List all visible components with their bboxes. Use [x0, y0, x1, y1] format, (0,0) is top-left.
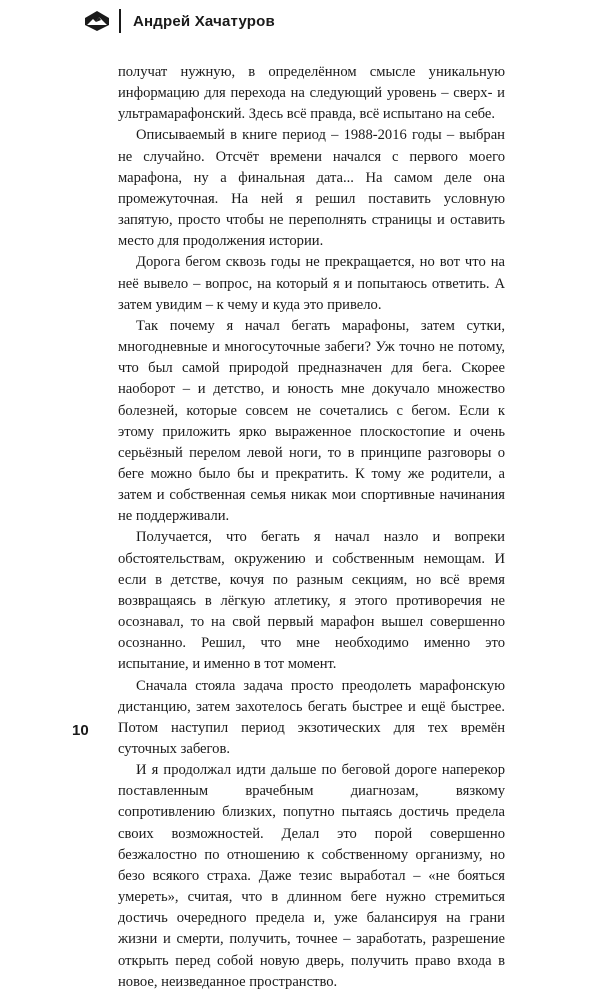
- page-number: 10: [72, 722, 89, 739]
- header-divider: [119, 9, 121, 33]
- paragraph: И я продолжал идти дальше по беговой дороге наперекор поставленным врачебным диагнозам, вязкому сопротивлению близких, попутно пытаясь достичь предела своих возможностей. Делал это порой совершенно безжалостно по отношению к собственному организму, но безо всякого страха. Даже тезис выработал – «не бояться умереть», считая, что в длинном беге нужно стремиться достичь очередного предела и, уже балансируя на грани жизни и смерти, получить, точнее – заработать, разрешение открыть перед собой новую дверь, получить право входа в новое, неизведанное пространство.: [118, 762, 505, 990]
- body-text: [118, 62, 505, 993]
- paragraph: Получается, что бегать я начал назло и вопреки обстоятельствам, окружению и собственным немощам. И если в детстве, кочуя по разным секциям, но всё время возвращаясь в лёгкую атлетику, я этого противоречия не осознавал, то на свой первый марафон вышел совершенно осознанно. Решил, что мне необходимо именно это испытание, и именно в тот момент.: [118, 529, 505, 673]
- paragraph: Так почему я начал бегать марафоны, затем сутки, многодневные и многосуточные забеги? Уж точно не потому, что был самой природой предназначен для бега. Скорее наоборот – и детство, и юность мне докучало множество болезней, которые совсем не сочетались с бегом. Если к этому приложить ярко выраженное плоскостопие и очень серьёзный перелом левой ноги, то в принципе разговоры о беге можно было бы и прекратить. К тому же родители, а затем и собственная семья никак мои спортивные начинания не поддерживали.: [118, 317, 505, 525]
- author-name: Андрей Хачатуров: [133, 12, 275, 30]
- paragraph: получат нужную, в определённом смысле уникальную информацию для перехода на следующий уровень – сверх- и ультрамарафонский. Здесь всё правда, всё испытано на себе.: [118, 64, 505, 123]
- paragraph: Сначала стояла задача просто преодолеть марафонскую дистанцию, затем захотелось бегать быстрее и ещё быстрее. Потом наступил период экзотических для тех времён суточных забегов.: [118, 677, 505, 757]
- mountain-logo-icon: [84, 10, 110, 32]
- paragraph: Дорога бегом сквозь годы не прекращается, но вот что на неё вывело – вопрос, на который я и попытаюсь ответить. А затем увидим – к чему и куда это привело.: [118, 254, 505, 313]
- page-header: [84, 6, 275, 36]
- paragraph: Описываемый в книге период – 1988-2016 годы – выбран не случайно. Отсчёт времени начался с первого моего марафона, ну а финальная дата... На самом деле она промежуточная. На ней я решил поставить условную запятую, просто чтобы не переполнять страницы и оставить место для продолжения истории.: [118, 127, 505, 250]
